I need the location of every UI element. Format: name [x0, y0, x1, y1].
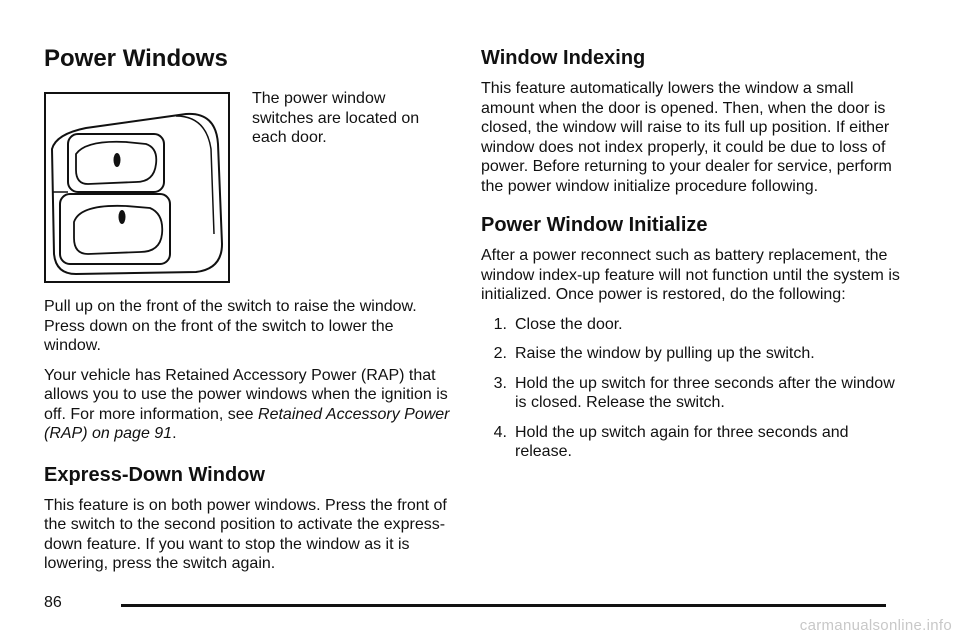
- window-switch-icon: [46, 94, 228, 281]
- list-item: 2. Raise the window by pulling up the switch.: [493, 345, 815, 362]
- express-down-text: This feature is on both power windows. Press the front of the switch to the second position to activate the express-down feature. If you want to stop the window as it is lowering, press the switch again.: [44, 496, 447, 572]
- figure-caption: The power window switches are located on each door.: [252, 90, 420, 146]
- watermark: carmanualsonline.info: [799, 617, 952, 634]
- page-title: Power Windows: [44, 45, 228, 72]
- window-switch-illustration: [44, 92, 230, 283]
- rap-text: Your vehicle has Retained Accessory Power (RAP) that allows you to use the power windows when the ignition is off. For more information, see: [44, 366, 448, 423]
- rap-end: .: [172, 425, 177, 442]
- rap-paragraph: [44, 366, 454, 444]
- left-column: [44, 44, 454, 574]
- list-item: 1. Close the door.: [493, 315, 623, 333]
- initialize-steps: [481, 315, 901, 462]
- rap-reference-link[interactable]: Retained Accessory Power (RAP) on page 91: [44, 405, 450, 442]
- figure-row: [44, 92, 454, 283]
- window-indexing-heading: Window Indexing: [481, 47, 646, 69]
- list-item: 3. Hold the up switch for three seconds after the window is closed. Release the switch.: [493, 374, 895, 411]
- switch-instructions: Pull up on the front of the switch to raise the window. Press down on the front of the switch to lower the window.: [44, 298, 417, 354]
- footer-rule: [121, 604, 886, 607]
- page-footer: [44, 592, 886, 616]
- express-down-heading: Express-Down Window: [44, 463, 265, 486]
- initialize-text: After a power reconnect such as battery replacement, the window index-up feature will not function until the system is initialized. Once power is restored, do the following:: [481, 247, 900, 303]
- initialize-heading: Power Window Initialize: [481, 214, 708, 236]
- right-column: [481, 44, 901, 472]
- page-number: 86: [44, 594, 62, 611]
- window-indexing-text: This feature automatically lowers the window a small amount when the door is opened. Then, when the door is closed, the window will raise to its full up position. If either window does not index properly, it could be due to loss of power. Before returning to your dealer for service, perform the power window initialize procedure following.: [481, 80, 892, 195]
- list-item: 4. Hold the up switch again for three seconds and release.: [493, 423, 849, 460]
